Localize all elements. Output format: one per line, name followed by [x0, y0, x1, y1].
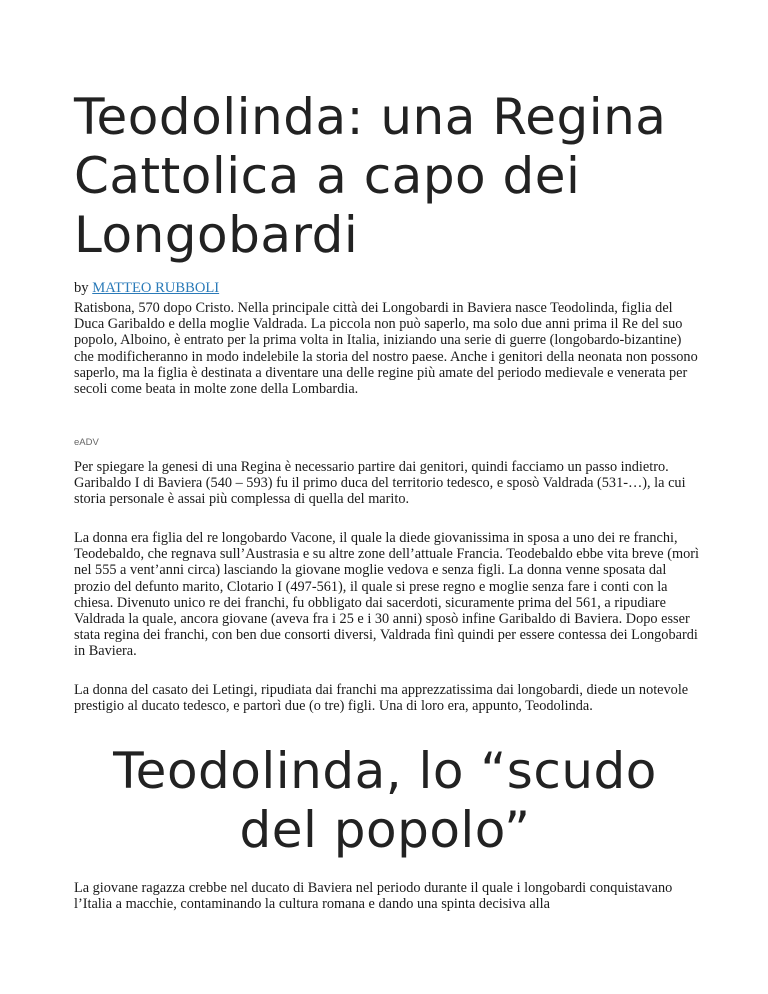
- paragraph-1: Ratisbona, 570 dopo Cristo. Nella principale città dei Longobardi in Baviera nasce Teodolinda, figlia del Duca Garibaldo e della moglie Valdrada. La piccola non può saperlo, ma solo due anni prima il Re del suo popolo, Alboino, è entrato per la prima volta in Italia, iniziando una serie di guerre (longobardo-bizantine) che modificheranno in modo indelebile la storia del nostro paese. Anche i genitori della neonata non possono saperlo, ma la figlia è destinata a diventare una delle regine più amate del periodo medievale e venerata per secoli come beata in molte zone della Lombardia.: [74, 300, 698, 398]
- paragraph-3: La donna era figlia del re longobardo Vacone, il quale la diede giovanissima in sposa a uno dei re franchi, Teodebaldo, che regnava sull’Austrasia e su altre zone dell’attuale Francia. Teodebaldo ebbe vita breve (morì nel 555 a vent’anni circa) lasciando la giovane moglie vedova e senza figli. La donna venne sposata dal prozio del defunto marito, Clotario I (497-561), il quale si prese regno e moglie senza fare i conti con la chiesa. Divenuto unico re dei franchi, fu obbligato dai sacerdoti, sicuramente prima del 561, a ripudiare Valdrada la quale, ancora giovane (aveva fra i 25 e i 30 anni) sposò infine Garibaldo di Baviera. Dopo esser stata regina dei franchi, con ben due consorti diversi, Valdrada finì quindi per essere contessa dei Longobardi in Baviera.: [74, 530, 699, 660]
- byline: [74, 279, 219, 297]
- ad-label: eADV: [74, 437, 99, 448]
- paragraph-4: La donna del casato dei Letingi, ripudiata dai franchi ma apprezzatissima dai longobardi, diede un notevole prestigio al ducato tedesco, e partorì due (o tre) figli. Una di loro era, appunto, Teodolinda.: [74, 682, 689, 715]
- paragraph-2: Per spiegare la genesi di una Regina è necessario partire dai genitori, quindi facciamo un passo indietro. Garibaldo I di Baviera (540 – 593) fu il primo duca del territorio tedesco, e sposò Valdrada (531-…), la cui storia personale è assai più complessa di quella del marito.: [74, 459, 686, 508]
- section-heading: Teodolinda, lo “scudo del popolo”: [113, 742, 657, 859]
- article-title: Teodolinda: una Regina Cattolica a capo dei Longobardi: [74, 88, 667, 264]
- author-link[interactable]: MATTEO RUBBOLI: [92, 280, 220, 296]
- byline-prefix: by: [74, 280, 93, 296]
- paragraph-5: La giovane ragazza crebbe nel ducato di Baviera nel periodo durante il quale i longobardi conquistavano l’Italia a macchie, contaminando la cultura romana e dando una spinta decisiva alla: [74, 880, 673, 913]
